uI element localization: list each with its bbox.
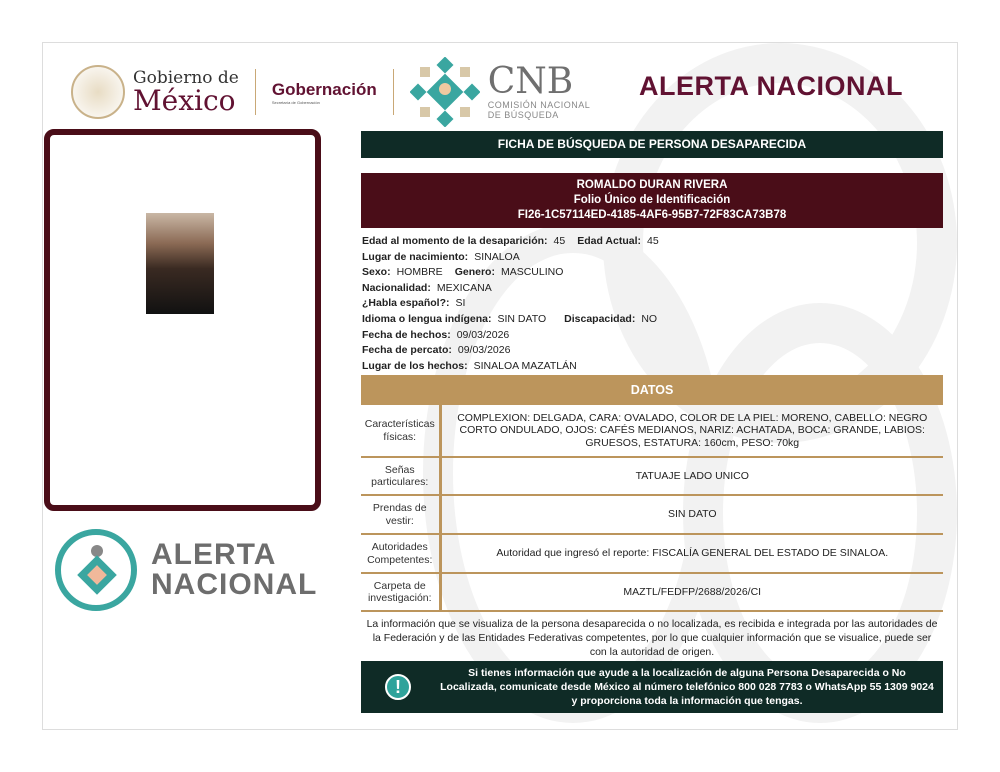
exclamation-icon: ! — [385, 674, 411, 700]
divider — [393, 69, 394, 115]
table-row: Prendas de vestir: SIN DATO — [361, 495, 943, 534]
gobernacion-logo: Gobernación Secretaría de Gobernación — [271, 79, 377, 105]
disclaimer: La información que se visualiza de la persona desaparecida o no localizada, es recibida e integrada por las autoridades de la Federación y de las Entidades Federativas competentes, por lo que cualquier información que se visualice, puede ser con la autoridad de origen. — [366, 618, 938, 658]
alerta-nacional-title: ALERTA NACIONAL — [639, 71, 903, 101]
table-row: Carpeta de investigación: MAZTL/FEDFP/2688/2026/CI — [361, 573, 943, 611]
datos-table — [361, 405, 943, 612]
alerta-emblem-icon — [55, 529, 137, 611]
divider — [255, 69, 256, 115]
person-header — [361, 173, 943, 228]
photo-frame — [44, 129, 321, 511]
folio-label: Folio Único de Identificación — [573, 194, 731, 206]
ficha-title: FICHA DE BÚSQUEDA DE PERSONA DESAPARECIDA — [361, 131, 943, 158]
datos-title: DATOS — [361, 375, 943, 405]
alert-sheet — [42, 42, 958, 730]
gobierno-de-mexico-logo: Gobierno de México — [133, 68, 239, 117]
table-row: Características físicas: COMPLEXION: DELGADA, CARA: OVALADO, COLOR DE LA PIEL: MORENO, CABELLO: NEGRO CORTO ONDULADO, OJOS: CAFÉS MEDIANOS, NARIZ: ACHATADA, BOCA: GRANDE, LABIOS: GRUESOS, ESTATURA: 160cm, PESO: 70kg — [361, 405, 943, 457]
person-fields: Edad al momento de la desaparición: 45 Edad Actual: 45 Lugar de nacimiento: SINALOA Sexo: HOMBRE Genero: MASCULINO Nacionalidad: MEXICANA ¿Habla español?: SI Idioma o lengua indígena: SIN DATO Discapacidad: NO Fecha de hechos: 09/03/2026 Fecha de percato: 09/03/2026 Lugar de los hechos: SINALOA MAZATLÁN — [362, 235, 659, 372]
header-logos — [71, 57, 590, 127]
folio-value: FI26-1C57114ED-4185-4AF6-95B7-72F83CA73B78 — [517, 209, 787, 221]
alerta-nacional-logo: ALERTA NACIONAL — [55, 529, 317, 611]
cnb-logo: CNB COMISIÓN NACIONAL DE BÚSQUEDA — [487, 61, 591, 120]
person-name: ROMALDO DURAN RIVERA — [576, 179, 728, 191]
contact-footer: ! Si tienes información que ayude a la localización de alguna Persona Desaparecida o No Localizada, comunicate desde México al número telefónico 800 028 7783 o WhatsApp 55 1309 9024 y proporciona toda la información que tengas. — [361, 661, 943, 713]
table-row: Autoridades Competentes: Autoridad que ingresó el reporte: FISCALÍA GENERAL DEL ESTADO DE SINALOA. — [361, 534, 943, 573]
table-row: Señas particulares: TATUAJE LADO UNICO — [361, 457, 943, 495]
person-photo — [146, 213, 214, 314]
cnb-emblem-icon — [410, 57, 480, 127]
mexico-seal-icon — [71, 65, 125, 119]
